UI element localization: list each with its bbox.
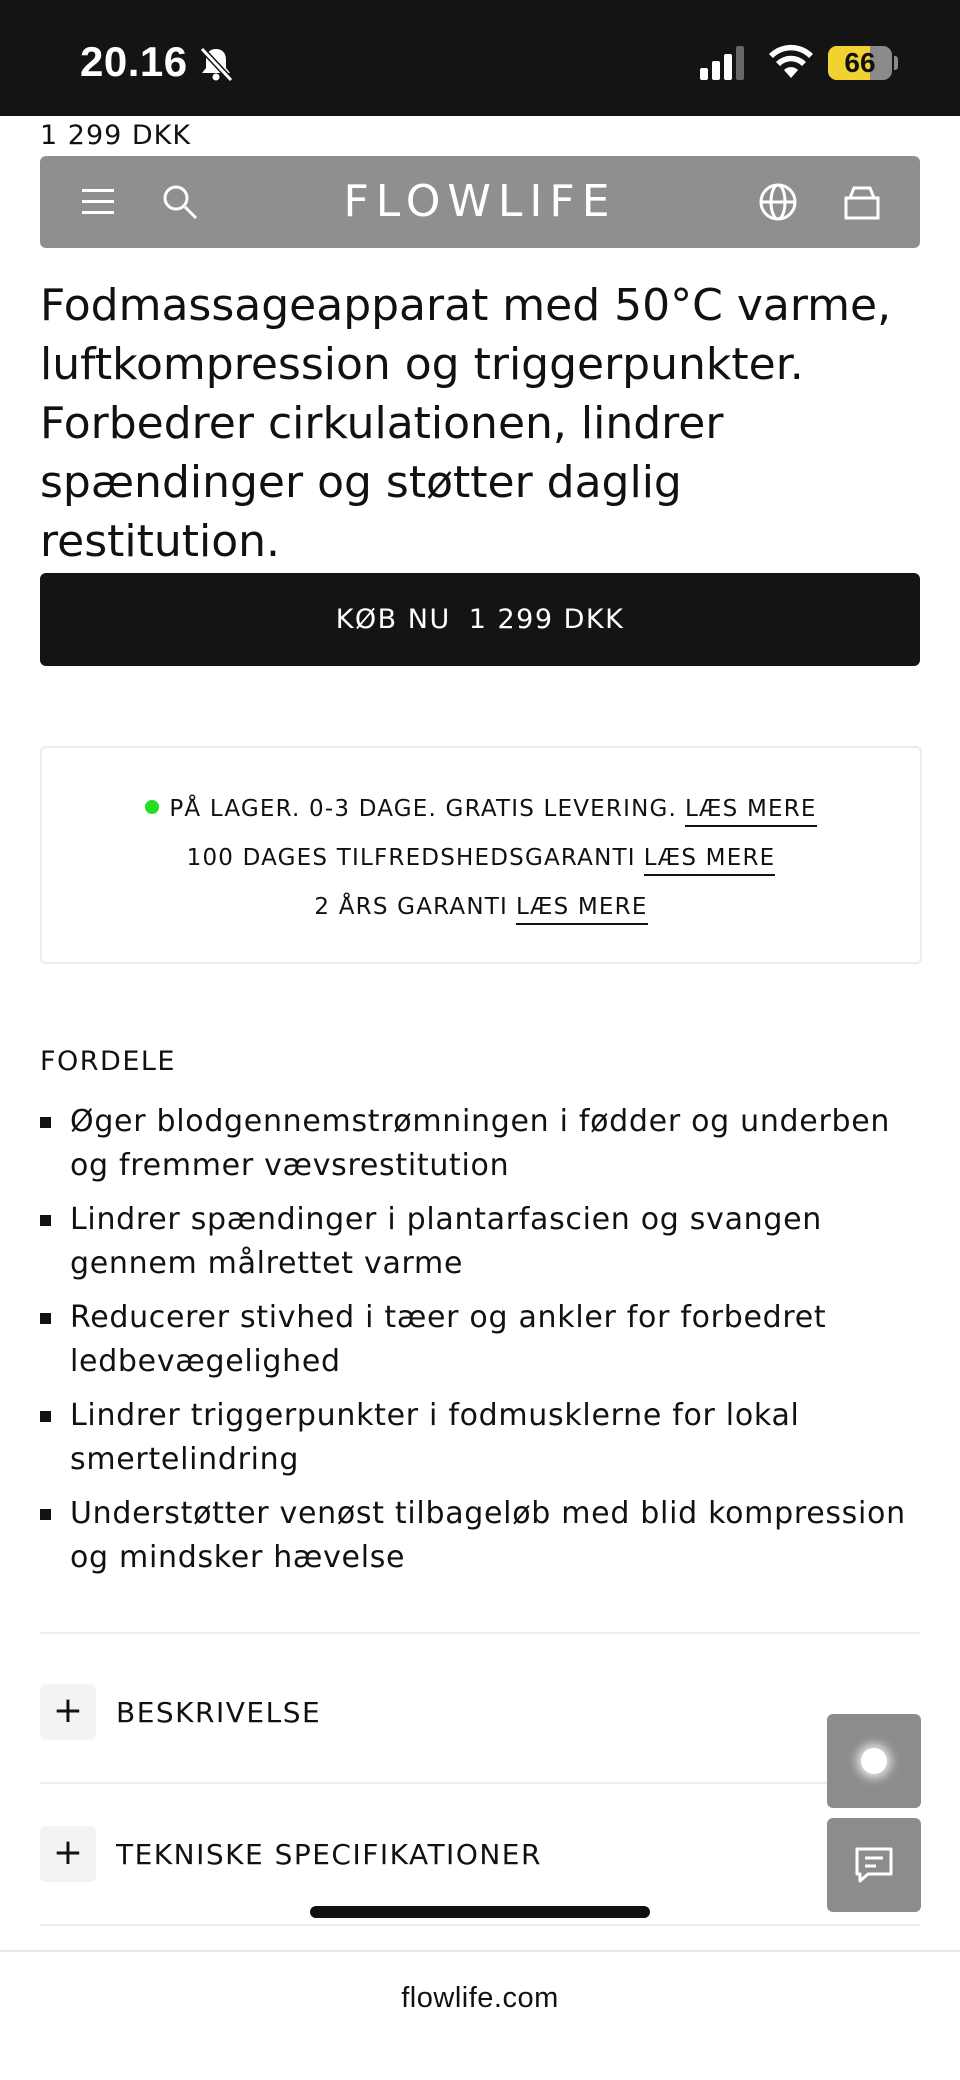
bell-muted-icon — [196, 44, 236, 84]
benefit-item: Understøtter venøst tilbageløb med blid kompression og mindsker hævelse — [40, 1492, 930, 1580]
url-text[interactable]: flowlife.com — [401, 1982, 559, 2014]
accordion-description[interactable] — [40, 1634, 920, 1776]
divider — [40, 1924, 920, 1926]
chat-icon — [854, 1846, 894, 1884]
in-stock-dot-icon — [145, 800, 159, 814]
home-indicator — [310, 1906, 650, 1918]
site-logo[interactable]: FLOWLIFE — [343, 176, 617, 227]
buy-now-button[interactable] — [40, 573, 920, 666]
benefit-item: Øger blodgennemstrømningen i fødder og underben og fremmer vævsrestitution — [40, 1100, 930, 1188]
buy-now-label: KØB NU — [335, 604, 451, 635]
stock-text: PÅ LAGER. 0-3 DAGE. GRATIS LEVERING. — [169, 796, 678, 822]
wifi-icon — [768, 44, 814, 80]
bullet-icon — [40, 1313, 51, 1324]
top-price: 1 299 DKK — [40, 120, 192, 151]
status-time: 20.16 — [80, 38, 188, 85]
accordion-label: TEKNISKE SPECIFIKATIONER — [116, 1838, 542, 1871]
bullet-icon — [40, 1509, 51, 1520]
accordion-technical-specs[interactable] — [40, 1784, 920, 1926]
stock-line — [42, 796, 920, 822]
record-dot-icon — [861, 1748, 887, 1774]
accordion-label: BESKRIVELSE — [116, 1696, 322, 1729]
benefits-list — [40, 1100, 930, 1590]
plus-icon: + — [40, 1684, 96, 1740]
plus-icon: + — [40, 1826, 96, 1882]
benefits-title: FORDELE — [40, 1046, 176, 1077]
delivery-info-box — [40, 746, 922, 964]
bullet-icon — [40, 1117, 51, 1128]
cart-icon[interactable] — [842, 182, 882, 222]
site-header — [40, 156, 920, 248]
benefit-item: Lindrer spændinger i plantarfascien og svangen gennem målrettet varme — [40, 1198, 930, 1286]
stock-read-more-link[interactable]: LÆS MERE — [685, 796, 817, 827]
satisfaction-text: 100 DAGES TILFREDSHEDSGARANTI — [186, 845, 636, 871]
bullet-icon — [40, 1215, 51, 1226]
battery-level: 66 — [844, 47, 876, 78]
browser-url-bar[interactable] — [0, 1950, 960, 2080]
warranty-text: 2 ÅRS GARANTI — [314, 894, 508, 920]
floating-record-button[interactable] — [827, 1714, 921, 1808]
product-description: Fodmassageapparat med 50°C varme, luftkompression og triggerpunkter. Forbedrer cirkulationen, lindrer spændinger og støtter daglig restitution. — [40, 280, 892, 567]
globe-icon[interactable] — [758, 182, 798, 222]
buy-now-price: 1 299 DKK — [468, 604, 625, 635]
battery-icon — [828, 46, 892, 80]
warranty-read-more-link[interactable]: LÆS MERE — [516, 894, 648, 925]
chat-button[interactable] — [827, 1818, 921, 1912]
bullet-icon — [40, 1411, 51, 1422]
signal-icon — [700, 46, 748, 80]
benefit-item: Reducerer stivhed i tæer og ankler for forbedret ledbevægelighed — [40, 1296, 930, 1384]
status-bar — [0, 0, 960, 116]
satisfaction-line — [42, 845, 920, 871]
warranty-line — [42, 894, 920, 920]
benefit-item: Lindrer triggerpunkter i fodmusklerne for lokal smertelindring — [40, 1394, 930, 1482]
satisfaction-read-more-link[interactable]: LÆS MERE — [644, 845, 776, 876]
